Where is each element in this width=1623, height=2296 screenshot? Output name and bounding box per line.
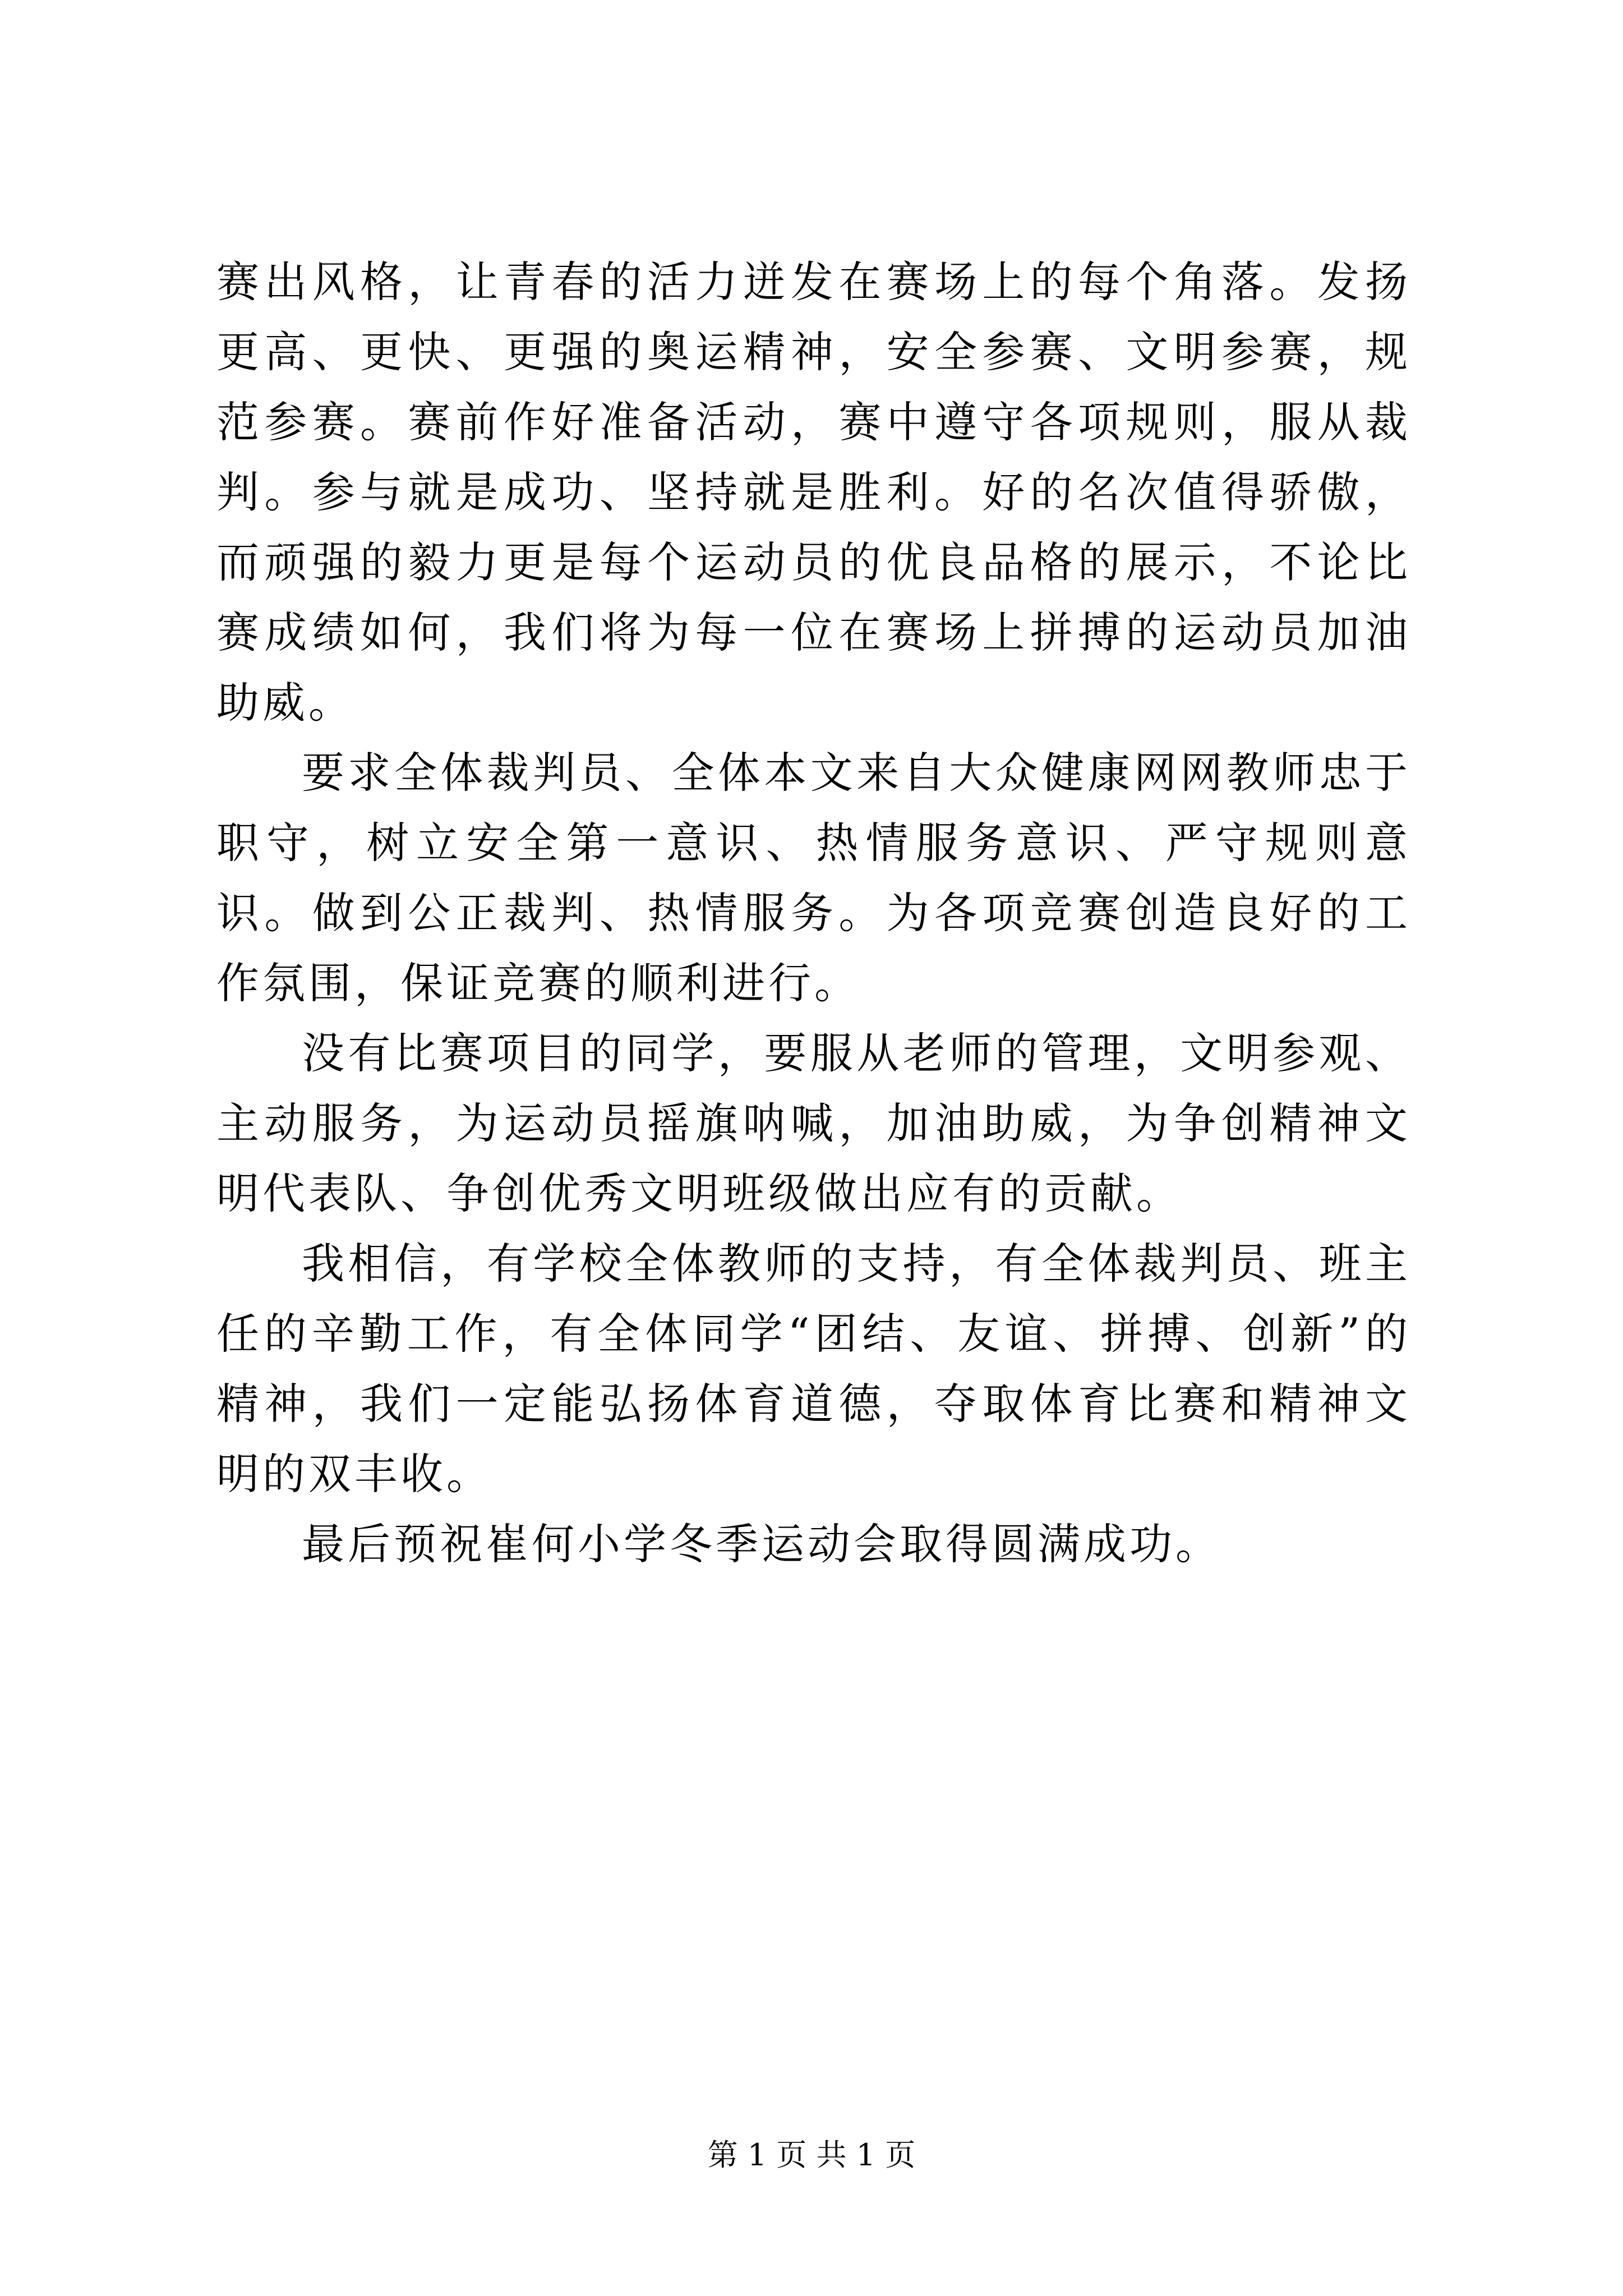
paragraph-2: 要求全体裁判员、全体本文来自大众健康网网教师忠于职守，树立安全第一意识、热情服务意识、严守规则意识。做到公正裁判、热情服务。为各项竞赛创造良好的工作氛围，保证竞赛的顺利进行。	[216, 748, 1411, 1008]
paragraph-4: 我相信，有学校全体教师的支持，有全体裁判员、班主任的辛勤工作，有全体同学“团结、友谊、拼搏、创新”的精神，我们一定能弘扬体育道德，夺取体育比赛和精神文明的双丰收。	[216, 1239, 1411, 1499]
page-number-label: 第 1 页 共 1 页	[707, 2137, 916, 2173]
document-body	[216, 247, 1411, 1579]
paragraph-5: 最后预祝崔何小学冬季运动会取得圆满成功。	[302, 1519, 1221, 1569]
paragraph-3: 没有比赛项目的同学，要服从老师的管理，文明参观、主动服务，为运动员摇旗呐喊，加油助威，为争创精神文明代表队、争创优秀文明班级做出应有的贡献。	[216, 1028, 1411, 1218]
paragraph-1: 赛出风格，让青春的活力迸发在赛场上的每个角落。发扬更高、更快、更强的奥运精神，安全参赛、文明参赛，规范参赛。赛前作好准备活动，赛中遵守各项规则，服从裁判。参与就是成功、坚持就是胜利。好的名次值得骄傲，而顽强的毅力更是每个运动员的优良品格的展示，不论比赛成绩如何，我们将为每一位在赛场上拼搏的运动员加油助威。	[216, 257, 1411, 728]
page-footer	[0, 2137, 1623, 2173]
